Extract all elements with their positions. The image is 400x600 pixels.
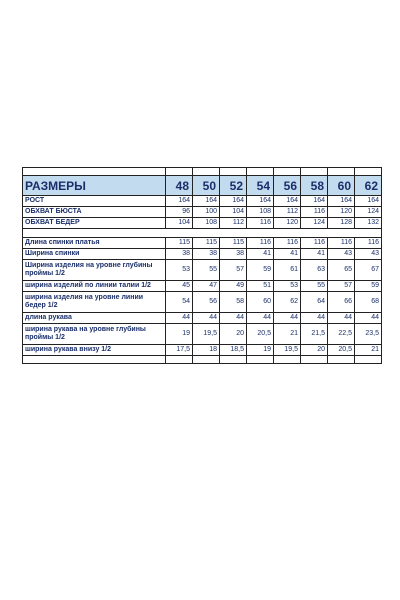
- table-cell: 20,5: [247, 324, 274, 345]
- table-cell: 132: [355, 218, 382, 229]
- table-row: [23, 238, 382, 249]
- row-label: Длина спинки платья: [23, 238, 166, 249]
- row-label: длина рукава: [23, 313, 166, 324]
- table-cell: 53: [166, 260, 193, 281]
- table-cell: 116: [301, 238, 328, 249]
- table-cell: 44: [220, 313, 247, 324]
- table-cell: 116: [355, 238, 382, 249]
- table-cell: 54: [166, 292, 193, 313]
- table-spacer-row: [23, 229, 382, 238]
- table-cell: 115: [166, 238, 193, 249]
- table-cell: 116: [247, 238, 274, 249]
- table-cell: 58: [220, 292, 247, 313]
- table-cell: 51: [247, 281, 274, 292]
- table-cell: 164: [166, 196, 193, 207]
- size-header-cell: 54: [247, 176, 274, 196]
- table-cell: 43: [355, 249, 382, 260]
- table-cell: 21: [274, 324, 301, 345]
- table-cell: 18: [193, 345, 220, 356]
- size-chart-table: [22, 167, 382, 364]
- table-cell: 66: [328, 292, 355, 313]
- table-cell: 55: [193, 260, 220, 281]
- table-cell: 38: [193, 249, 220, 260]
- table-cell: 64: [301, 292, 328, 313]
- table-cell: 49: [220, 281, 247, 292]
- row-label: РОСТ: [23, 196, 166, 207]
- table-cell: 44: [193, 313, 220, 324]
- table-cell: 44: [166, 313, 193, 324]
- table-cell: 62: [274, 292, 301, 313]
- table-row: [23, 196, 382, 207]
- table-cell: 67: [355, 260, 382, 281]
- table-cell: 61: [274, 260, 301, 281]
- table-cell: 100: [193, 207, 220, 218]
- table-cell: 57: [220, 260, 247, 281]
- table-cell: 124: [355, 207, 382, 218]
- size-header-cell: 48: [166, 176, 193, 196]
- row-label: ОБХВАТ БЕДЕР: [23, 218, 166, 229]
- table-header-row: [23, 176, 382, 196]
- table-cell: 47: [193, 281, 220, 292]
- table-row: [23, 345, 382, 356]
- table-cell: 108: [193, 218, 220, 229]
- table-cell: 43: [328, 249, 355, 260]
- table-cell: 21,5: [301, 324, 328, 345]
- table-cell: 164: [301, 196, 328, 207]
- table-cell: 112: [220, 218, 247, 229]
- table-cell: 44: [355, 313, 382, 324]
- table-cell: 56: [193, 292, 220, 313]
- table-top-spacer-row: [23, 168, 382, 176]
- row-label: ширина изделий по линии талии 1/2: [23, 281, 166, 292]
- row-label: Ширина изделия на уровне глубины проймы 1/2: [23, 260, 166, 281]
- table-cell: 164: [355, 196, 382, 207]
- table-cell: 17,5: [166, 345, 193, 356]
- table-cell: 60: [247, 292, 274, 313]
- table-cell: 120: [328, 207, 355, 218]
- table-cell: 65: [328, 260, 355, 281]
- table-cell: 45: [166, 281, 193, 292]
- table-cell: 21: [355, 345, 382, 356]
- table-cell: 112: [274, 207, 301, 218]
- table-row: [23, 313, 382, 324]
- table-cell: 128: [328, 218, 355, 229]
- size-header-cell: 58: [301, 176, 328, 196]
- table-cell: 124: [301, 218, 328, 229]
- table-cell: 104: [166, 218, 193, 229]
- table-bottom-spacer-row: [23, 356, 382, 364]
- table-cell: 164: [274, 196, 301, 207]
- table-cell: 115: [220, 238, 247, 249]
- table-cell: 44: [328, 313, 355, 324]
- table-cell: 164: [193, 196, 220, 207]
- table-row: [23, 207, 382, 218]
- table-cell: 116: [301, 207, 328, 218]
- table-cell: 41: [247, 249, 274, 260]
- table-cell: 23,5: [355, 324, 382, 345]
- table-cell: 59: [247, 260, 274, 281]
- size-header-cell: 62: [355, 176, 382, 196]
- row-label: Ширина спинки: [23, 249, 166, 260]
- size-header-cell: 56: [274, 176, 301, 196]
- sizes-header-label: РАЗМЕРЫ: [23, 176, 166, 196]
- table-cell: 19: [166, 324, 193, 345]
- table-cell: 22,5: [328, 324, 355, 345]
- table-cell: 116: [328, 238, 355, 249]
- table-cell: 41: [274, 249, 301, 260]
- table-cell: 63: [301, 260, 328, 281]
- row-label: ОБХВАТ БЮСТА: [23, 207, 166, 218]
- table-cell: 19,5: [193, 324, 220, 345]
- table-cell: 19: [247, 345, 274, 356]
- table-cell: 108: [247, 207, 274, 218]
- table-cell: 116: [247, 218, 274, 229]
- table-cell: 164: [220, 196, 247, 207]
- table-cell: 53: [274, 281, 301, 292]
- table-cell: 41: [301, 249, 328, 260]
- table-cell: 96: [166, 207, 193, 218]
- table-cell: 120: [274, 218, 301, 229]
- table-row: [23, 218, 382, 229]
- table-cell: 38: [166, 249, 193, 260]
- table-cell: 20: [301, 345, 328, 356]
- table-cell: 18,5: [220, 345, 247, 356]
- table-cell: 44: [301, 313, 328, 324]
- table-cell: 164: [247, 196, 274, 207]
- row-label: ширина рукава внизу 1/2: [23, 345, 166, 356]
- table-cell: 164: [328, 196, 355, 207]
- size-header-cell: 50: [193, 176, 220, 196]
- table-row: [23, 281, 382, 292]
- table-cell: 57: [328, 281, 355, 292]
- table-cell: 20: [220, 324, 247, 345]
- table-cell: 44: [247, 313, 274, 324]
- table-cell: 20,5: [328, 345, 355, 356]
- table-row: [23, 292, 382, 313]
- table-cell: 55: [301, 281, 328, 292]
- table-cell: 38: [220, 249, 247, 260]
- table-cell: 19,5: [274, 345, 301, 356]
- table-row: [23, 260, 382, 281]
- table-cell: 59: [355, 281, 382, 292]
- row-label: ширина изделия на уровне линии бедер 1/2: [23, 292, 166, 313]
- size-header-cell: 52: [220, 176, 247, 196]
- table-cell: 116: [274, 238, 301, 249]
- table-cell: 68: [355, 292, 382, 313]
- table-cell: 115: [193, 238, 220, 249]
- row-label: ширина рукава на уровне глубины проймы 1/2: [23, 324, 166, 345]
- size-header-cell: 60: [328, 176, 355, 196]
- table-row: [23, 324, 382, 345]
- table-row: [23, 249, 382, 260]
- table-cell: 104: [220, 207, 247, 218]
- table-cell: 44: [274, 313, 301, 324]
